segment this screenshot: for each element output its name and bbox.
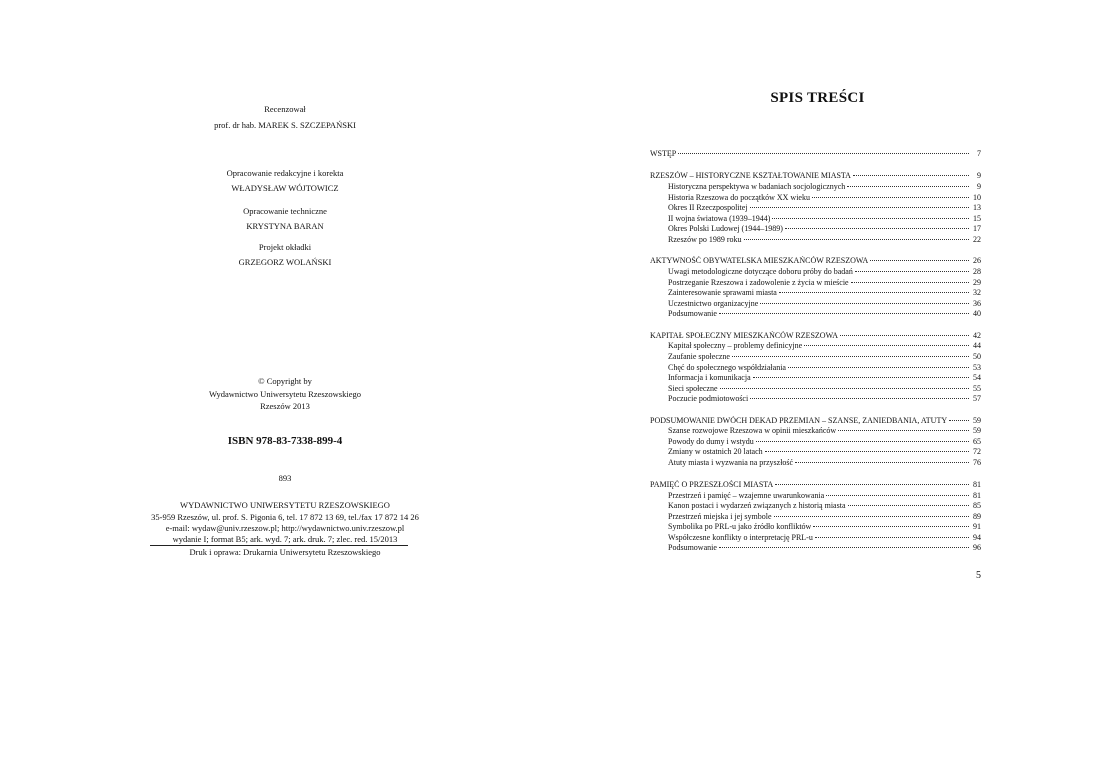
toc-leader-dots [753,377,969,378]
toc-entry-title: Szanse rozwojowe Rzeszowa w opinii mieszkańców [668,426,837,435]
toc-leader-dots [756,441,969,442]
toc-entry-title: Okres Polski Ludowej (1944–1989) [668,224,783,233]
toc-entry-page: 57 [973,394,981,403]
toc-entry-title: Zainteresowanie sprawami miasta [668,288,777,297]
toc-leader-dots [678,153,969,154]
toc-leader-dots [774,516,969,517]
toc-entry-title: Postrzeganie Rzeszowa i zadowolenie z życia w mieście [668,278,849,287]
toc-entry-title: Atuty miasta i wyzwania na przyszłość [668,458,794,467]
toc-leader-dots [760,303,969,304]
toc-entry-page: 40 [973,309,981,318]
toc-entry-page: 55 [973,384,981,393]
toc-entry-section[interactable] [668,341,981,352]
toc-entry-title: PAMIĘĆ O PRZESZŁOŚCI MIASTA [650,480,774,489]
toc-entry-section[interactable] [668,288,981,299]
toc-leader-dots [804,345,969,346]
toc-entry-title: Okres II Rzeczpospolitej [668,203,748,212]
toc-entry-page: 22 [973,235,981,244]
toc-leader-dots [772,218,969,219]
toc-entry-page: 9 [977,182,981,191]
toc-entry-page: 32 [973,288,981,297]
toc-leader-dots [870,260,969,261]
toc-title: SPIS TREŚCI [770,90,865,106]
toc-leader-dots [826,495,969,496]
toc-leader-dots [855,271,969,272]
toc-entry-section[interactable] [668,533,981,544]
toc-entry-page: 76 [973,458,981,467]
toc-entry-page: 10 [973,193,981,202]
toc-entry-section[interactable] [668,299,981,310]
copyright-line-2: Wydawnictwo Uniwersytetu Rzeszowskiego [209,389,361,399]
toc-entry-section[interactable] [668,352,981,363]
reviewer-name: prof. dr hab. MAREK S. SZCZEPAŃSKI [214,120,356,130]
toc-leader-dots [815,537,969,538]
toc-leader-dots [848,505,970,506]
toc-entry-section[interactable] [668,458,981,469]
toc-entry-title: RZESZÓW – HISTORYCZNE KSZTAŁTOWANIE MIASTA [650,171,851,180]
toc-leader-dots [795,462,969,463]
toc-leader-dots [744,239,969,240]
toc-entry-page: 81 [973,491,981,500]
toc-entry-page: 15 [973,214,981,223]
toc-entry-chapter[interactable] [650,171,981,182]
toc-entry-section[interactable] [668,491,981,502]
toc-entry-page: 81 [973,480,981,489]
toc-entry-section[interactable] [668,309,981,320]
toc-entry-page: 72 [973,447,981,456]
toc-entry-section[interactable] [668,512,981,523]
toc-entry-section[interactable] [668,214,981,225]
toc-leader-dots [732,356,969,357]
toc-leader-dots [750,207,969,208]
toc-entry-title: Podsumowanie [668,309,717,318]
toc-entry-section[interactable] [668,522,981,533]
toc-entry-title: Rzeszów po 1989 roku [668,235,742,244]
copyright-line-1: © Copyright by [258,376,312,386]
toc-entry-title: PODSUMOWANIE DWÓCH DEKAD PRZEMIAN – SZANSE, ZANIEDBANIA, ATUTY [650,416,948,425]
toc-entry-section[interactable] [668,267,981,278]
toc-leader-dots [853,175,969,176]
toc-leader-dots [719,313,969,314]
toc-entry-section[interactable] [668,501,981,512]
toc-entry-title: Zaufanie społeczne [668,352,730,361]
toc-leader-dots [838,430,969,431]
toc-entry-section[interactable] [668,384,981,395]
reviewer-heading: Recenzował [264,104,306,114]
toc-leader-dots [775,484,969,485]
toc-entry-page: 53 [973,363,981,372]
toc-page [650,0,985,778]
toc-entry-title: Kanon postaci i wydarzeń związanych z historią miasta [668,501,846,510]
toc-entry-page: 89 [973,512,981,521]
toc-entry-section[interactable] [668,543,981,554]
toc-entry-title: Poczucie podmiotowości [668,394,749,403]
toc-entry-section[interactable] [668,224,981,235]
divider-rule [150,545,408,546]
toc-entry-section[interactable] [668,278,981,289]
toc-entry-section[interactable] [668,193,981,204]
toc-leader-dots [788,367,969,368]
toc-entry-title: Przestrzeń i pamięć – wzajemne uwarunkowania [668,491,825,500]
copyright-line-3: Rzeszów 2013 [260,401,310,411]
toc-entry-page: 94 [973,533,981,542]
editing-name: WŁADYSŁAW WÓJTOWICZ [231,183,339,193]
technical-name: KRYSTYNA BARAN [246,221,324,231]
toc-entry-title: Podsumowanie [668,543,717,552]
toc-entry-title: Symbolika po PRL-u jako źródło konfliktów [668,522,812,531]
toc-entry-page: 7 [977,149,981,158]
imprint-page [130,0,440,778]
toc-entry-chapter[interactable] [650,480,981,491]
toc-entry-title: Informacja i komunikacja [668,373,751,382]
toc-entry-section[interactable] [668,203,981,214]
toc-entry-page: 13 [973,203,981,212]
toc-entry-title: AKTYWNOŚĆ OBYWATELSKA MIESZKAŃCÓW RZESZOWA [650,256,869,265]
toc-leader-dots [719,547,969,548]
toc-entry-title: Kapitał społeczny – problemy definicyjne [668,341,803,350]
cover-name: GRZEGORZ WOLAŃSKI [238,257,332,267]
toc-entry-title: KAPITAŁ SPOŁECZNY MIESZKAŃCÓW RZESZOWA [650,331,839,340]
edition-info: wydanie I; format B5; ark. wyd. 7; ark. druk. 7; zlec. red. 15/2013 [172,534,398,544]
toc-entry-section[interactable] [668,363,981,374]
toc-leader-dots [750,398,969,399]
toc-entry-section[interactable] [668,447,981,458]
toc-entry-section[interactable] [668,235,981,246]
toc-entry-chapter[interactable] [650,331,981,342]
toc-entry-title: Przestrzeń miejska i jej symbole [668,512,772,521]
toc-entry-section[interactable] [668,182,981,193]
technical-heading: Opracowanie techniczne [243,206,327,216]
toc-entry-page: 44 [973,341,981,350]
toc-entry-chapter[interactable] [650,416,981,427]
toc-leader-dots [785,228,969,229]
isbn: ISBN 978-83-7338-899-4 [227,435,343,447]
toc-leader-dots [720,388,969,389]
toc-entry-title: Powody do dumy i wstydu [668,437,754,446]
toc-entry-title: Zmiany w ostatnich 20 latach [668,447,763,456]
toc-entry-page: 29 [973,278,981,287]
toc-leader-dots [765,451,969,452]
toc-entry-page: 36 [973,299,981,308]
cover-heading: Projekt okładki [258,242,312,252]
toc-entry-page: 26 [973,256,981,265]
editing-heading: Opracowanie redakcyjne i korekta [226,168,344,178]
toc-entry-page: 59 [973,426,981,435]
toc-entry-chapter[interactable] [650,149,981,160]
toc-entry-title: Uczestnictwo organizacyjne [668,299,759,308]
toc-entry-title: Chęć do społecznego współdziałania [668,363,786,372]
toc-entry-page: 42 [973,331,981,340]
toc-entry-title: Sieci społeczne [668,384,718,393]
toc-leader-dots [949,420,969,421]
toc-entry-title: Uwagi metodologiczne dotyczące doboru próby do badań [668,267,853,276]
toc-entry-section[interactable] [668,426,981,437]
toc-entry-page: 59 [973,416,981,425]
toc-entry-title: WSTĘP [650,149,677,158]
toc-entry-chapter[interactable] [650,256,981,267]
toc-leader-dots [779,292,969,293]
toc-leader-dots [851,282,969,283]
toc-entry-title: Współczesne konflikty o interpretację PRL-u [668,533,813,542]
toc-entry-page: 9 [977,171,981,180]
toc-entry-page: 96 [973,543,981,552]
publication-number: 893 [278,473,292,483]
toc-entry-page: 54 [973,373,981,382]
toc-entry-page: 65 [973,437,981,446]
toc-leader-dots [813,526,969,527]
toc-entry-title: Historia Rzeszowa do początków XX wieku [668,193,810,202]
toc-entry-title: Historyczna perspektywa w badaniach socjologicznych [668,182,846,191]
toc-entry-section[interactable] [668,437,981,448]
toc-entry-page: 91 [973,522,981,531]
toc-entry-page: 28 [973,267,981,276]
toc-entry-section[interactable] [668,373,981,384]
toc-leader-dots [840,335,969,336]
page-number: 5 [976,570,981,581]
publisher-contact: e-mail: wydaw@univ.rzeszow.pl; http://wydawnictwo.univ.rzeszow.pl [165,523,405,533]
toc-entry-page: 50 [973,352,981,361]
publisher-address: 35-959 Rzeszów, ul. prof. S. Pigonia 6, tel. 17 872 13 69, tel./fax 17 872 14 26 [151,512,419,522]
toc-entry-page: 85 [973,501,981,510]
toc-leader-dots [847,186,969,187]
publisher-name: WYDAWNICTWO UNIWERSYTETU RZESZOWSKIEGO [180,500,390,510]
toc-leader-dots [812,197,969,198]
printing-info: Druk i oprawa: Drukarnia Uniwersytetu Rzeszowskiego [189,547,381,557]
toc-entry-page: 17 [973,224,981,233]
toc-entry-section[interactable] [668,394,981,405]
toc-entry-title: II wojna światowa (1939–1944) [668,214,771,223]
